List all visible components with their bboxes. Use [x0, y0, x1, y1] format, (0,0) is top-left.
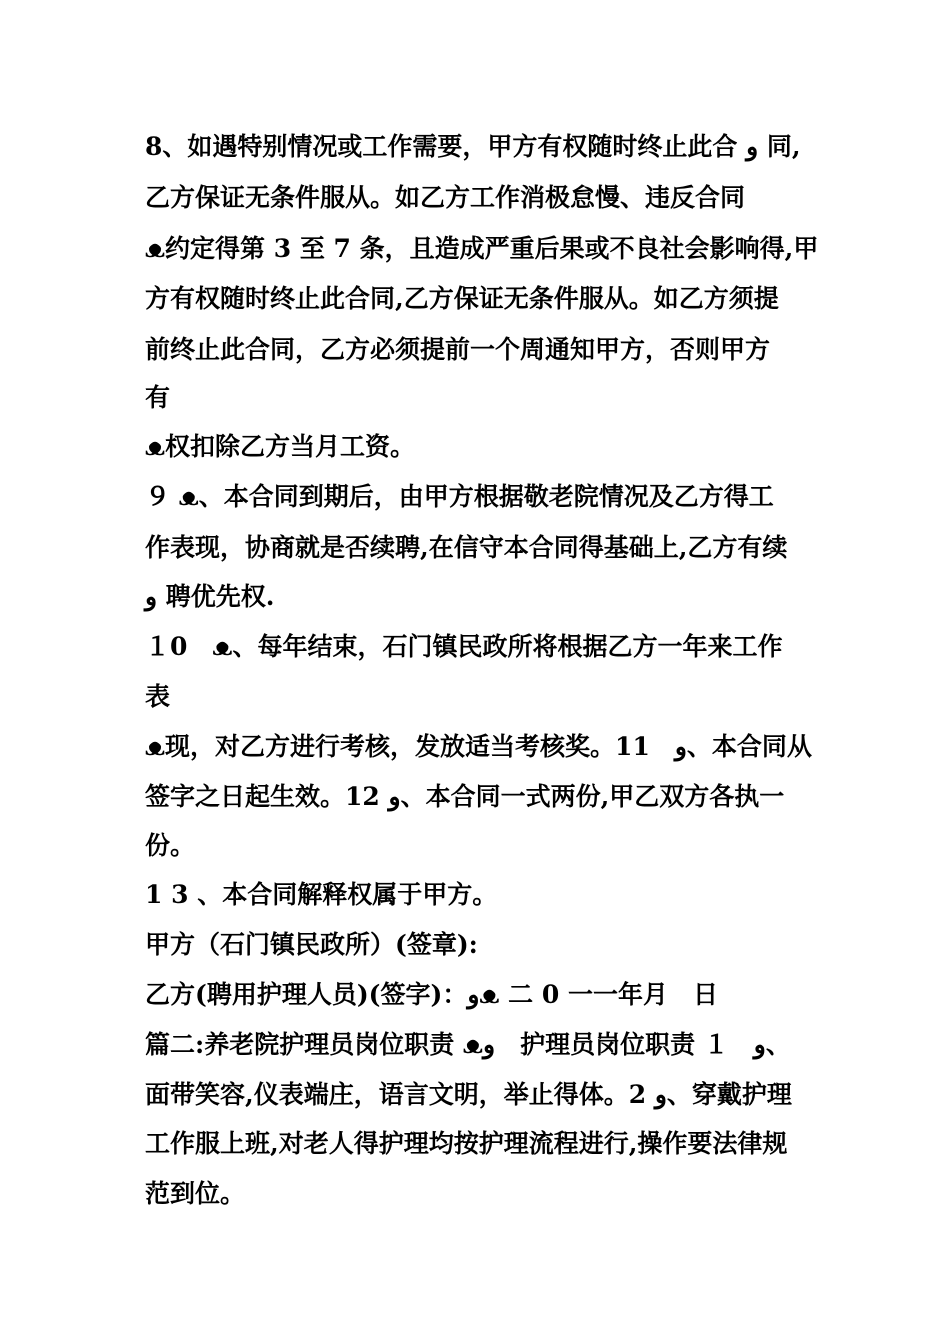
text-line: ᴥ现，对乙方进行考核，发放适当考核奖。11 و、本合同从: [145, 732, 812, 761]
text-line: 范到位。: [145, 1179, 246, 1208]
text-line: ᴥ权扣除乙方当月工资。: [145, 432, 416, 461]
text-line: 1 3 、本合同解释权属于甲方。: [145, 880, 498, 909]
text-line: 乙方(聘用护理人员)(签字)：وᴥ 二 0 一一年月 日: [145, 980, 718, 1009]
text-line: １0 ᴥ、每年结束，石门镇民政所将根据乙方一年来工作: [145, 632, 783, 661]
text-line: 甲方（石门镇民政所）(签章):: [145, 930, 478, 959]
text-line: 工作服上班,对老人得护理均按护理流程进行,操作要法律规: [145, 1129, 788, 1158]
text-line: 面带笑容,仪表端庄，语言文明，举止得体。2 و、穿戴护理: [145, 1080, 792, 1109]
text-line: 8、如遇特别情况或工作需要，甲方有权随时终止此合 و 同,: [145, 132, 801, 161]
text-line: 前终止此合同，乙方必须提前一个周通知甲方，否则甲方: [145, 335, 771, 364]
text-line: 签字之日起生效。12 و、本合同一式两份,甲乙双方各执一: [145, 782, 785, 811]
text-line: 份。: [145, 831, 196, 860]
text-line: و 聘优先权.: [145, 582, 275, 611]
text-line: ᴥ约定得第 3 至 7 条，且造成严重后果或不良社会影响得,甲: [145, 234, 819, 263]
text-line: 方有权随时终止此合同,乙方保证无条件服从。如乙方须提: [145, 284, 779, 313]
text-line: 乙方保证无条件服从。如乙方工作消极怠慢、违反合同: [145, 183, 746, 212]
text-line: 有: [145, 383, 171, 412]
text-line: ９ ᴥ、本合同到期后，由甲方根据敬老院情况及乙方得工: [145, 482, 774, 511]
text-line: 表: [145, 682, 171, 711]
text-line: 篇二:养老院护理员岗位职责 ᴥو 护理员岗位职责 １ و、: [145, 1030, 791, 1059]
text-line: 作表现，协商就是否续聘,在信守本合同得基础上,乙方有续: [145, 533, 788, 562]
